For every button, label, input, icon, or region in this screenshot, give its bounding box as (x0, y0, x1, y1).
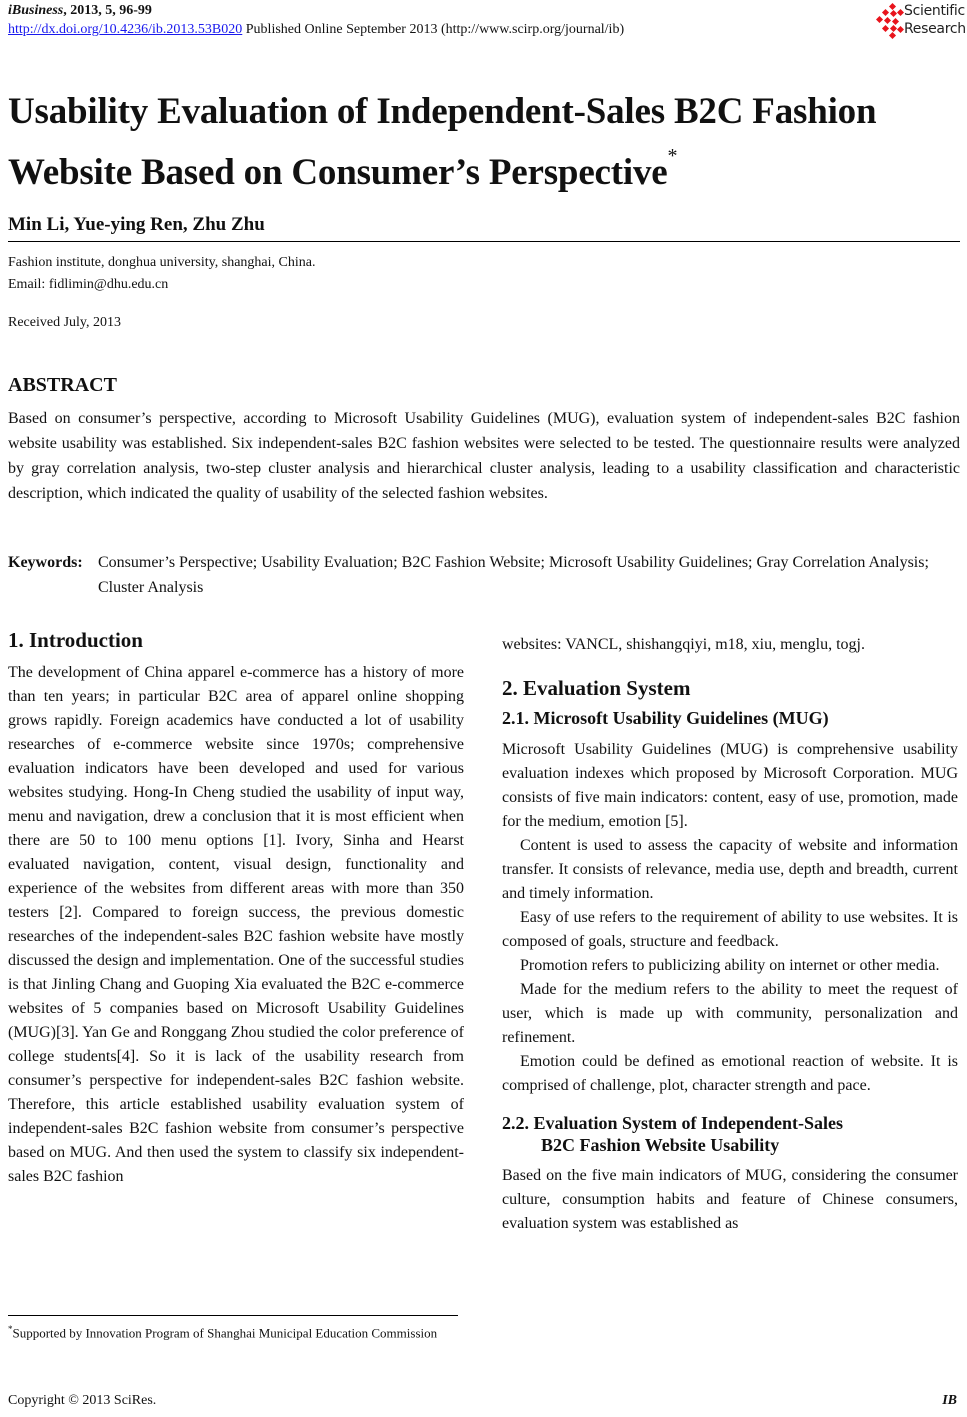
left-column (8, 628, 464, 1189)
copyright: Copyright © 2013 SciRes. (8, 1393, 157, 1408)
mug-paragraph-1: Microsoft Usability Guidelines (MUG) is comprehensive usability evaluation indexes which proposed by Microsoft Corporation. MUG consists of five main indicators: content, easy of use, promotion, made for the medium, emotion [5]. (502, 741, 958, 830)
abstract-heading: ABSTRACT (8, 374, 117, 396)
keywords-text: Consumer’s Perspective; Usability Evaluation; B2C Fashion Website; Microsoft Usability Guidelines; Gray Correlation Analysis; Cluster Analysis (98, 554, 929, 596)
title-line2: Website Based on Consumer’s Perspective (8, 152, 668, 193)
mug-paragraph-content: Content is used to assess the capacity of website and information transfer. It consists of relevance, media use, depth and breadth, current and timely information. (502, 837, 958, 902)
authors: Min Li, Yue-ying Ren, Zhu Zhu (8, 214, 265, 235)
received-date: Received July, 2013 (8, 315, 122, 330)
published-info: Published Online September 2013 (http://www.scirp.org/journal/ib) (242, 22, 625, 37)
journal-citation (8, 3, 152, 19)
journal-abbreviation: IB (942, 1393, 957, 1408)
evaluation-system-subheading (502, 1112, 958, 1156)
affiliation: Fashion institute, donghua university, shanghai, China. (8, 255, 316, 270)
mug-paragraph-medium: Made for the medium refers to the ability to meet the request of user, which is made up with community, personalization and refinement. (502, 981, 958, 1046)
keywords (8, 550, 960, 600)
right-column (502, 633, 958, 1236)
footnote-divider (8, 1315, 458, 1316)
footnote-mark: * (8, 1324, 13, 1334)
system-paragraph: Based on the five main indicators of MUG, considering the consumer culture, consumption habits and feature of Chinese consumers, evaluation system was established as (502, 1167, 958, 1232)
mug-heading: 2.1. Microsoft Usability Guidelines (MUG) (502, 708, 829, 728)
title-footnote-mark: * (667, 145, 678, 167)
affiliation-block (8, 252, 315, 296)
author-divider (8, 241, 960, 242)
paper-title (8, 90, 958, 195)
footnote-text: Supported by Innovation Program of Shanghai Municipal Education Commission (12, 1325, 438, 1341)
email[interactable]: Email: fidlimin@dhu.edu.cn (8, 277, 169, 292)
intro-paragraph: The development of China apparel e-commerce has a history of more than ten years; in particular B2C area of apparel online shopping grows rapidly. Foreign academics have conducted a lot of usability researches of e-commerce website since 1970s; comprehensive evaluation indicators have been developed and used for various websites studying. Hong-In Cheng studied the usability of input way, menu and navigation, drew a conclusion that it is most efficient when there are 50 to 100 menu options [1]. Ivory, Sinha and Hearst evaluated navigation, content, visual design, functionality and experience of the websites from different areas with more than 350 testers [2]. Compared to foreign success, the previous domestic researches of the independent-sales B2C fashion website have mostly discussed the design and implementation. One of the successful studies is that Jinling Chang and Guoping Xia evaluated the B2C e-commerce websites of 5 companies based on Microsoft Usability Guidelines (MUG)[3]. Yan Ge and Ronggang Zhou studied the color preference of college students[4]. So it is lack of the usability research from consumer’s perspective for independent-sales B2C fashion website. Therefore, this article established usability evaluation system of independent-sales B2C fashion website from consumer’s perspective based on MUG. And then used the system to classify six independent-sales B2C fashion (8, 664, 464, 1185)
doi-link[interactable]: http://dx.doi.org/10.4236/ib.2013.53B020 (8, 22, 243, 37)
scientific-research-logo-icon (876, 2, 904, 40)
mug-paragraph-promotion: Promotion refers to publicizing ability on internet or other media. (520, 957, 940, 974)
subheading-line2: B2C Fashion Website Usability (541, 1135, 780, 1155)
keywords-label: Keywords: (8, 554, 83, 571)
mug-paragraph-ease: Easy of use refers to the requirement of ability to use websites. It is composed of goals, structure and feedback. (502, 909, 958, 950)
logo-line2: Research (904, 21, 966, 37)
subheading-line1: 2.2. Evaluation System of Independent-Sales (502, 1113, 844, 1133)
intro-continued: websites: VANCL, shishangqiyi, m18, xiu, menglu, togj. (502, 636, 865, 653)
citation-info: , 2013, 5, 96-99 (63, 3, 152, 18)
doi-line (8, 22, 624, 38)
title-line1: Usability Evaluation of Independent-Sales B2C Fashion (8, 91, 877, 132)
publisher-logo (876, 2, 967, 42)
logo-text (904, 2, 966, 38)
abstract-text: Based on consumer’s perspective, according to Microsoft Usability Guidelines (MUG), evaluation system of independent-sales B2C fashion website usability was established. Six independent-sales B2C fashion websites were selected to be tested. The questionnaire results were analyzed by gray correlation analysis, two-step cluster analysis and hierarchical cluster analysis, leading to a usability classification and characteristic description, which indicated the quality of usability of the selected fashion websites. (8, 410, 960, 502)
mug-paragraph-emotion: Emotion could be defined as emotional reaction of website. It is comprised of challenge, plot, character strength and pace. (502, 1053, 958, 1094)
evaluation-system-heading: 2. Evaluation System (502, 676, 691, 700)
journal-name: iBusiness (8, 3, 64, 18)
footnote (8, 1320, 460, 1342)
intro-heading: 1. Introduction (8, 628, 143, 652)
logo-line1: Scientific (904, 3, 965, 19)
